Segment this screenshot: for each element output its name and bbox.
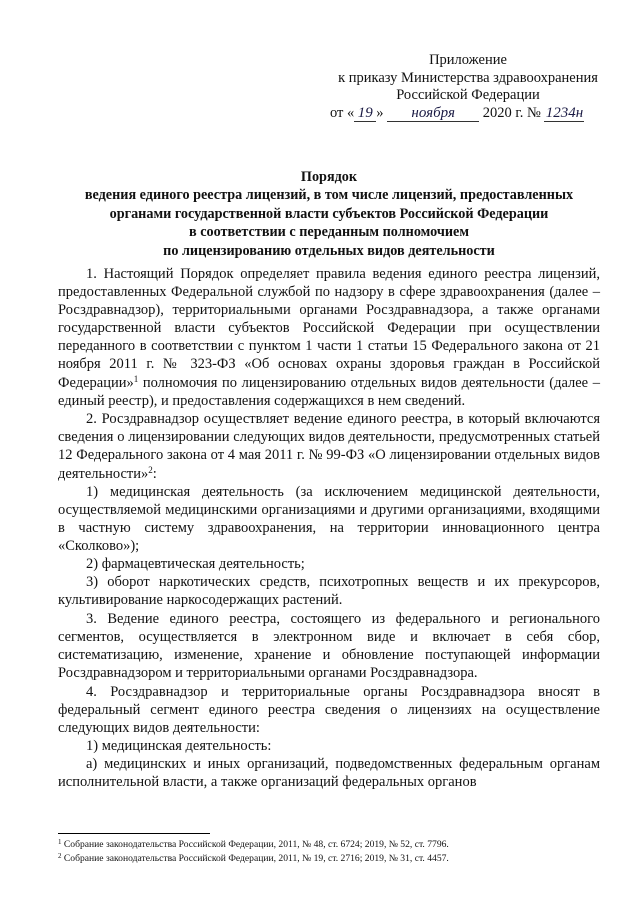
title-line-5: по лицензированию отдельных видов деятельности (163, 242, 495, 259)
footnote-2 (58, 852, 618, 866)
document-title (58, 168, 600, 260)
paragraph-2 (58, 410, 600, 482)
list-item-medical: 1) медицинская деятельность (за исключением медицинской деятельности, осуществляемой медицинскими организациями и другими организациями, входящими в частную систему здравоохранения, на территории инновационного центра «Сколково»); (58, 483, 600, 554)
annex-order-ref: к приказу Министерства здравоохранения (338, 69, 598, 86)
list-subitem-a: а) медицинских и иных организаций, подведомственных федеральным органам исполнительной власти, а также организаций федеральных органов (58, 756, 600, 791)
handwritten-order-number: 1234н (545, 104, 584, 121)
title-line-1: Порядок (300, 169, 358, 185)
paragraph-1 (58, 265, 600, 410)
document-body (58, 265, 600, 791)
footnote-2-mark: 2 (58, 851, 62, 860)
footnote-1 (58, 838, 618, 852)
footnote-1-text: Собрание законодательства Российской Федерации, 2011, № 48, ст. 6724; 2019, № 52, ст. 7796. (61, 839, 449, 850)
footnote-2-text: Собрание законодательства Российской Федерации, 2011, № 19, ст. 2716; 2019, № 31, ст. 4457. (61, 852, 449, 864)
date-year: 2020 г. № (482, 104, 541, 121)
footnotes (58, 838, 618, 865)
title-line-4: в соответствии с переданным полномочием (188, 224, 469, 241)
paragraph-1-text: 1. Настоящий Порядок определяет правила ведения единого реестра лицензий, предоставленных Федеральной службой по надзору в сфере здравоохранения (далее – Росздравнадзор), территориальными органами Росздравнадзора, а также органами государственной власти субъектов Российской Федерации при осуществлении переданного в соответствии с пунктом 1 части 1 статьи 15 Федерального закона от 21 ноября 2011 г. № 323-ФЗ «Об основах охраны здоровья граждан в Российской Федерации» (58, 266, 600, 391)
list-item-pharma: 2) фармацевтическая деятельность; (86, 556, 305, 572)
date-prefix: от « (330, 104, 355, 121)
footnote-divider (58, 833, 210, 834)
paragraph-1-text-end: полномочия по лицензированию отдельных видов деятельности (далее – единый реестр), и предоставления содержащихся в нем сведений. (58, 374, 600, 409)
footnote-1-mark: 1 (58, 838, 62, 846)
title-line-3: органами государственной власти субъектов Российской Федерации (109, 205, 549, 222)
paragraph-2-text: 2. Росздравнадзор осуществляет ведение единого реестра, в который включаются сведения о лицензировании следующих видов деятельности, предусмотренных статьей 12 Федерального закона от 4 мая 2011 г. № 99-ФЗ «О лицензировании отдельных видов деятельности» (58, 411, 600, 482)
paragraph-4: 4. Росздравнадзор и территориальные органы Росздравнадзора вносят в федеральный сегмент единого реестра сведения о лицензиях на осуществление следующих видов деятельности: (58, 683, 600, 736)
footnote-ref-2: 2 (148, 464, 153, 475)
list-item-narcotics: 3) оборот наркотических средств, психотропных веществ и их прекурсоров, культивирование наркосодержащих растений. (58, 574, 600, 609)
paragraph-2-text-end: : (152, 465, 157, 482)
annex-header (318, 52, 618, 122)
paragraph-3: 3. Ведение единого реестра, состоящего из федерального и регионального сегментов, осуществляется в электронном виде и включает в себя сбор, систематизацию, изменение, хранение и обновление поступающей информации Росздравнадзором и территориальными органами Росздравнадзора. (58, 610, 600, 682)
annex-country: Российской Федерации (396, 87, 540, 103)
handwritten-month: ноября (387, 106, 479, 122)
title-line-2: ведения единого реестра лицензий, в том числе лицензий, предоставленных (84, 187, 574, 204)
annex-label: Приложение (429, 52, 507, 68)
list-item-medical-activity: 1) медицинская деятельность: (86, 737, 272, 754)
handwritten-day: 19 (354, 106, 376, 122)
footnote-ref-1: 1 (133, 373, 139, 384)
annex-date-line (318, 105, 618, 123)
date-mid: » (376, 104, 384, 121)
